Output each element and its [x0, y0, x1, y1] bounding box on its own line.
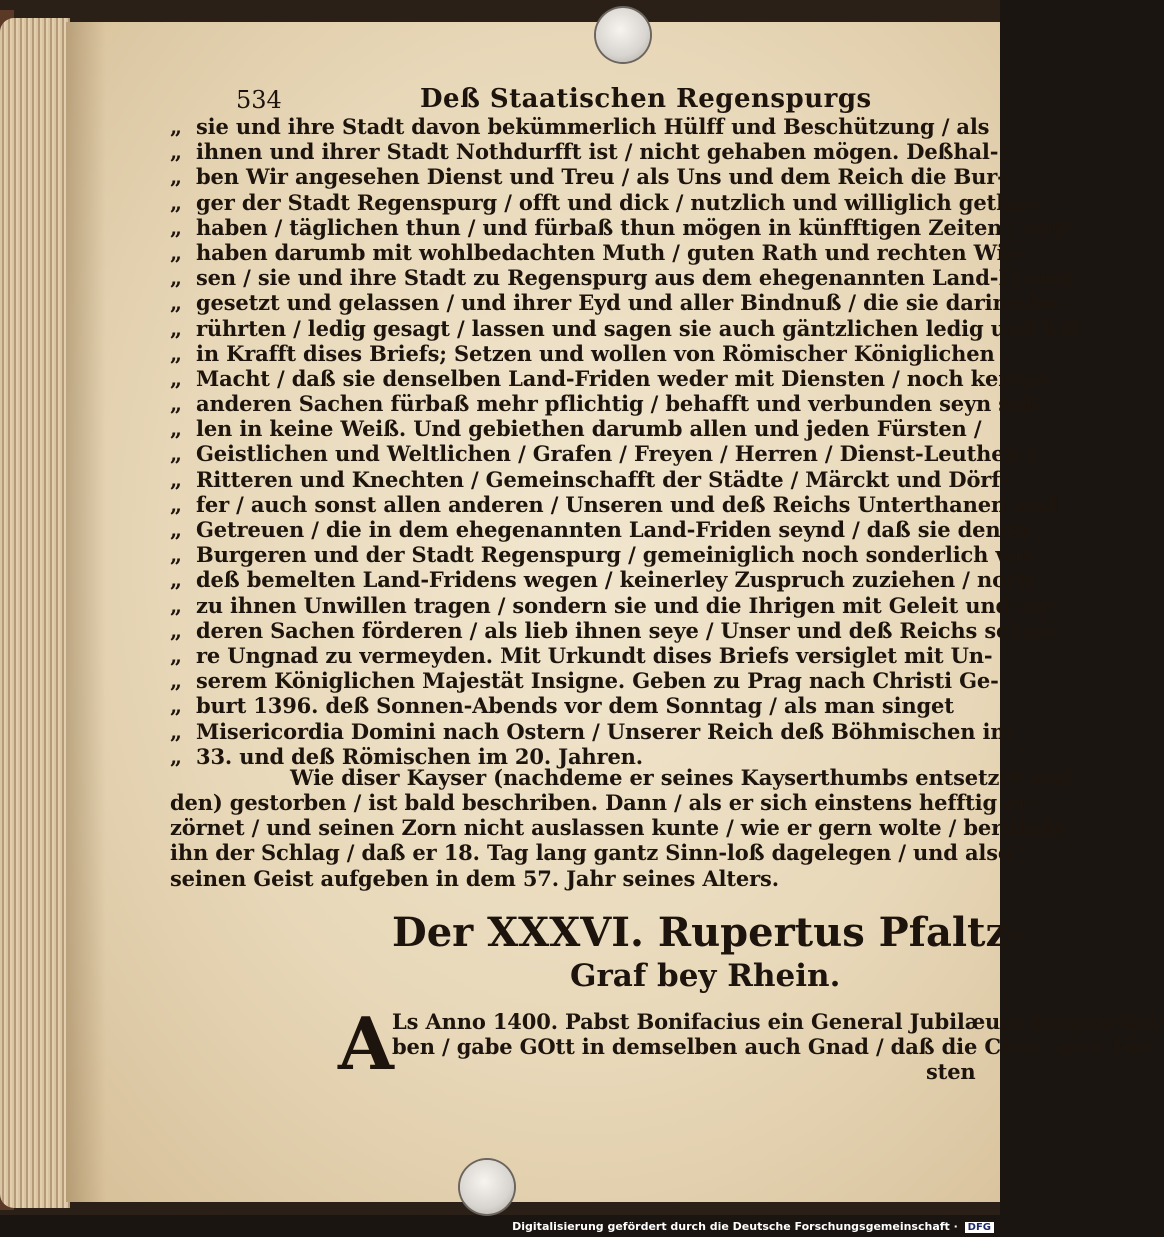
paragraph-emperor-death — [170, 764, 1081, 891]
quote-mark: „ — [170, 315, 182, 341]
line-text: sten — [926, 1059, 976, 1085]
quote-mark: „ — [170, 114, 182, 139]
quote-mark: „ — [170, 290, 182, 316]
line-text: re Ungnad zu vermeyden. Mit Urkundt dises Briefs versiglet mit Un- — [196, 642, 993, 668]
text-line — [170, 416, 982, 442]
line-text: ihnen und ihrer Stadt Nothdurfft ist / nicht gehaben mögen. Deßhal- — [196, 139, 999, 165]
line-text: Getreuen / die in dem ehegenannten Land-Friden seynd / daß sie denen — [196, 517, 1029, 542]
line-text: anderen Sachen fürbaß mehr pflichtig / behafft und verbunden seyn sol- — [196, 391, 1041, 417]
line-text: 33. und deß Römischen im 20. Jahren. — [196, 743, 643, 769]
quote-mark: „ — [170, 617, 182, 643]
line-text: sie und ihre Stadt davon bekümmerlich Hülff und Beschützung / als — [196, 114, 990, 139]
line-text: deren Sachen förderen / als lieb ihnen seye / Unser und deß Reichs schwä- — [196, 617, 1064, 643]
quote-mark: „ — [170, 239, 182, 265]
text-line — [170, 840, 1012, 866]
running-head: Deß Staatischen Regenspurgs — [420, 84, 872, 114]
digitization-credit: Digitalisierung gefördert durch die Deutsche Forschungsgemeinschaft · DFG — [512, 1220, 994, 1233]
chapter-heading: Der XXXVI. Rupertus Pfaltz- — [392, 908, 1025, 956]
line-text: burt 1396. deß Sonnen-Abends vor dem Sonntag / als man singet — [196, 693, 954, 719]
line-text: Geistlichen und Weltlichen / Grafen / Freyen / Herren / Dienst-Leuthen / — [196, 441, 1035, 467]
line-text: zu ihnen Unwillen tragen / sondern sie und die Ihrigen mit Geleit und an- — [196, 592, 1055, 618]
line-text: seinen Geist aufgeben in dem 57. Jahr seines Alters. — [170, 865, 779, 891]
dfg-logo: DFG — [965, 1222, 994, 1233]
quote-mark: „ — [170, 642, 182, 668]
text-line — [170, 1008, 1164, 1034]
text-line — [170, 693, 960, 718]
text-line — [170, 164, 1006, 190]
text-line — [170, 542, 1037, 568]
text-line — [170, 466, 1008, 492]
credit-text: Digitalisierung gefördert durch die Deutsche Forschungsgemeinschaft — [512, 1220, 950, 1233]
line-text: zörnet / und seinen Zorn nicht auslassen kunte / wie er gern wolte / berührte — [170, 815, 1066, 841]
line-text: in Krafft dises Briefs; Setzen und wollen von Römischer Königlichen — [196, 340, 995, 366]
quote-mark: „ — [170, 466, 182, 492]
chapter-heading-sub: Graf bey Rhein. — [570, 957, 841, 994]
quote-mark: „ — [170, 491, 182, 517]
quote-mark: „ — [170, 718, 182, 744]
quote-mark: „ — [170, 743, 182, 769]
line-text: ger der Stadt Regenspurg / offt und dick / nutzlich und williglich gethan — [196, 189, 1040, 215]
page-clip-bottom-icon — [460, 1160, 514, 1214]
line-text: deß bemelten Land-Fridens wegen / keinerley Zuspruch zuziehen / noch — [196, 567, 1034, 593]
quote-mark: „ — [170, 189, 182, 215]
text-line — [170, 642, 993, 668]
quote-mark: „ — [170, 139, 182, 165]
line-text: ihn der Schlag / daß er 18. Tag lang gantz Sinn-loß dagelegen / und also — [170, 840, 1012, 866]
line-text: Burgeren und der Stadt Regenspurg / gemeiniglich noch sonderlich von — [196, 542, 1037, 568]
quote-mark: „ — [170, 517, 182, 542]
quote-mark: „ — [170, 567, 182, 593]
quote-mark: „ — [170, 592, 182, 618]
page-header — [170, 82, 960, 118]
line-text: haben darumb mit wohlbedachten Muth / guten Rath und rechten Wis- — [196, 239, 1025, 265]
text-line — [170, 491, 1058, 517]
drop-cap: A — [338, 1000, 394, 1086]
line-text: den) gestorben / ist bald beschriben. Dann / als er sich einstens hefftig er- — [170, 790, 1037, 816]
line-text: Wie diser Kayser (nachdeme er seines Kayserthumbs entsetzet wor- — [290, 764, 1081, 790]
page-clip-top-icon — [596, 8, 650, 62]
page-number: 534 — [236, 86, 282, 114]
line-text: ben / gabe GOtt in demselben auch Gnad / daß die Chur- und Für- — [392, 1034, 1159, 1059]
text-line — [170, 290, 1067, 316]
quote-mark: „ — [170, 340, 182, 366]
text-line — [170, 189, 1040, 215]
line-text: gesetzt und gelassen / und ihrer Eyd und aller Bindnuß / die sie darinn be- — [196, 290, 1067, 316]
text-line — [170, 790, 1037, 816]
text-line — [170, 668, 999, 694]
text-line — [170, 214, 1069, 240]
line-text: Macht / daß sie denselben Land-Friden weder mit Diensten / noch keinen — [196, 365, 1050, 391]
text-line — [170, 815, 1066, 841]
line-text: len in keine Weiß. Und gebiethen darumb allen und jeden Fürsten / — [196, 416, 982, 442]
page-text — [170, 82, 1164, 1086]
quote-mark: „ — [170, 365, 182, 391]
text-line — [170, 265, 1075, 291]
text-line — [170, 365, 1050, 391]
line-text: serem Königlichen Majestät Insigne. Geben zu Prag nach Christi Ge- — [196, 668, 999, 694]
text-line — [170, 239, 1025, 265]
text-line — [170, 617, 1064, 643]
quote-mark: „ — [170, 214, 182, 240]
text-line — [170, 592, 1055, 618]
line-text: haben / täglichen thun / und fürbaß thun mögen in künfftigen Zeiten / und — [196, 214, 1069, 240]
line-text: fer / auch sonst allen anderen / Unseren und deß Reichs Unterthanen und — [196, 491, 1058, 517]
text-line — [170, 866, 960, 891]
quote-mark: „ — [170, 265, 182, 291]
text-line — [170, 1059, 976, 1085]
line-text: Misericordia Domini nach Ostern / Unserer Reich deß Böhmischen im — [196, 718, 1013, 744]
quote-mark: „ — [170, 441, 182, 467]
text-line — [170, 391, 1041, 417]
text-line — [170, 517, 1029, 542]
text-line — [170, 315, 1081, 341]
paragraph-privilege — [170, 114, 1081, 769]
quote-mark: „ — [170, 416, 182, 442]
line-text: Ls Anno 1400. Pabst Bonifacius ein General Jubilæum ausgeschri- — [392, 1008, 1164, 1034]
text-line — [170, 441, 1035, 467]
text-line — [170, 718, 1013, 744]
line-text: rührten / ledig gesagt / lassen und sagen sie auch gäntzlichen ledig und loß — [196, 315, 1081, 341]
line-text: sen / sie und ihre Stadt zu Regenspurg aus dem ehegenannten Land-Friden — [196, 265, 1075, 291]
paragraph-rupertus — [170, 1000, 1164, 1086]
quote-mark: „ — [170, 391, 182, 417]
line-text: ben Wir angesehen Dienst und Treu / als Uns und dem Reich die Bur- — [196, 164, 1006, 190]
page-edges — [0, 18, 70, 1208]
line-text: Ritteren und Knechten / Gemeinschafft der Städte / Märckt und Dörf- — [196, 466, 1008, 492]
text-line — [170, 567, 1034, 593]
text-line — [170, 340, 995, 366]
quote-mark: „ — [170, 693, 182, 719]
quote-mark: „ — [170, 542, 182, 568]
quote-mark: „ — [170, 668, 182, 694]
text-line — [170, 139, 999, 165]
text-line — [170, 1034, 1159, 1059]
quote-mark: „ — [170, 164, 182, 190]
